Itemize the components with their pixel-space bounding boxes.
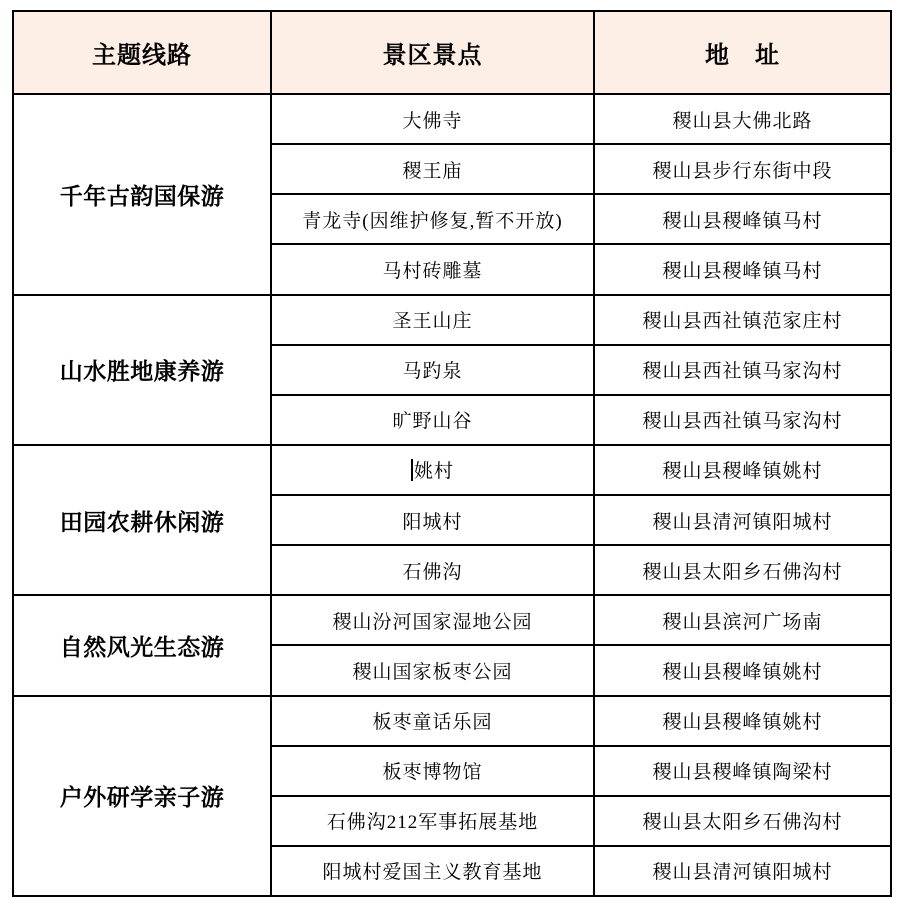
address-cell[interactable]: 稷山县稷峰镇陶梁村 — [594, 746, 891, 796]
address-cell[interactable]: 稷山县清河镇阳城村 — [594, 846, 891, 896]
spot-cell[interactable]: 圣王山庄 — [271, 295, 594, 345]
spot-label: 姚村 — [413, 461, 454, 483]
address-cell[interactable]: 稷山县步行东街中段 — [594, 144, 891, 194]
spot-cell[interactable]: 阳城村 — [271, 495, 594, 545]
table-row — [13, 595, 891, 645]
spot-cell[interactable]: 马村砖雕墓 — [271, 244, 594, 294]
column-header-scenic-spot[interactable]: 景区景点 — [271, 11, 594, 94]
spot-cell[interactable]: 稷山汾河国家湿地公园 — [271, 595, 594, 645]
spot-cell[interactable]: 石佛沟 — [271, 545, 594, 595]
theme-group-cell-yanxue[interactable]: 户外研学亲子游 — [13, 696, 271, 897]
address-cell[interactable]: 稷山县稷峰镇姚村 — [594, 445, 891, 495]
table-header-row — [13, 11, 891, 94]
address-cell[interactable]: 稷山县西社镇范家庄村 — [594, 295, 891, 345]
spot-cell[interactable]: 板枣博物馆 — [271, 746, 594, 796]
spot-cell[interactable]: 稷王庙 — [271, 144, 594, 194]
spot-cell[interactable]: 旷野山谷 — [271, 395, 594, 445]
address-cell[interactable]: 稷山县稷峰镇马村 — [594, 194, 891, 244]
column-header-theme-route[interactable]: 主题线路 — [13, 11, 271, 94]
spot-cell[interactable]: 青龙寺(因维护修复,暂不开放) — [271, 194, 594, 244]
address-cell[interactable]: 稷山县西社镇马家沟村 — [594, 345, 891, 395]
address-cell[interactable]: 稷山县稷峰镇马村 — [594, 244, 891, 294]
spot-cell-with-cursor[interactable] — [271, 445, 594, 495]
column-header-address[interactable]: 地 址 — [594, 11, 891, 94]
spot-cell[interactable]: 大佛寺 — [271, 94, 594, 144]
spot-cell[interactable]: 马趵泉 — [271, 345, 594, 395]
address-cell[interactable]: 稷山县大佛北路 — [594, 94, 891, 144]
spot-cell[interactable]: 阳城村爱国主义教育基地 — [271, 846, 594, 896]
tourism-routes-table — [12, 10, 892, 897]
address-cell[interactable]: 稷山县滨河广场南 — [594, 595, 891, 645]
theme-group-cell-shengtai[interactable]: 自然风光生态游 — [13, 595, 271, 695]
theme-group-cell-kangyang[interactable]: 山水胜地康养游 — [13, 295, 271, 445]
spot-cell[interactable]: 板枣童话乐园 — [271, 696, 594, 746]
table-row — [13, 445, 891, 495]
text-cursor — [411, 459, 413, 481]
table-row — [13, 94, 891, 144]
address-cell[interactable]: 稷山县太阳乡石佛沟村 — [594, 545, 891, 595]
theme-group-cell-tianyuan[interactable]: 田园农耕休闲游 — [13, 445, 271, 595]
address-cell[interactable]: 稷山县稷峰镇姚村 — [594, 696, 891, 746]
theme-group-cell-guobao[interactable]: 千年古韵国保游 — [13, 94, 271, 295]
address-cell[interactable]: 稷山县清河镇阳城村 — [594, 495, 891, 545]
address-cell[interactable]: 稷山县太阳乡石佛沟村 — [594, 796, 891, 846]
table-row — [13, 696, 891, 746]
table-row — [13, 295, 891, 345]
address-cell[interactable]: 稷山县西社镇马家沟村 — [594, 395, 891, 445]
spot-cell[interactable]: 稷山国家板枣公园 — [271, 645, 594, 695]
address-cell[interactable]: 稷山县稷峰镇姚村 — [594, 645, 891, 695]
spot-cell[interactable]: 石佛沟212军事拓展基地 — [271, 796, 594, 846]
